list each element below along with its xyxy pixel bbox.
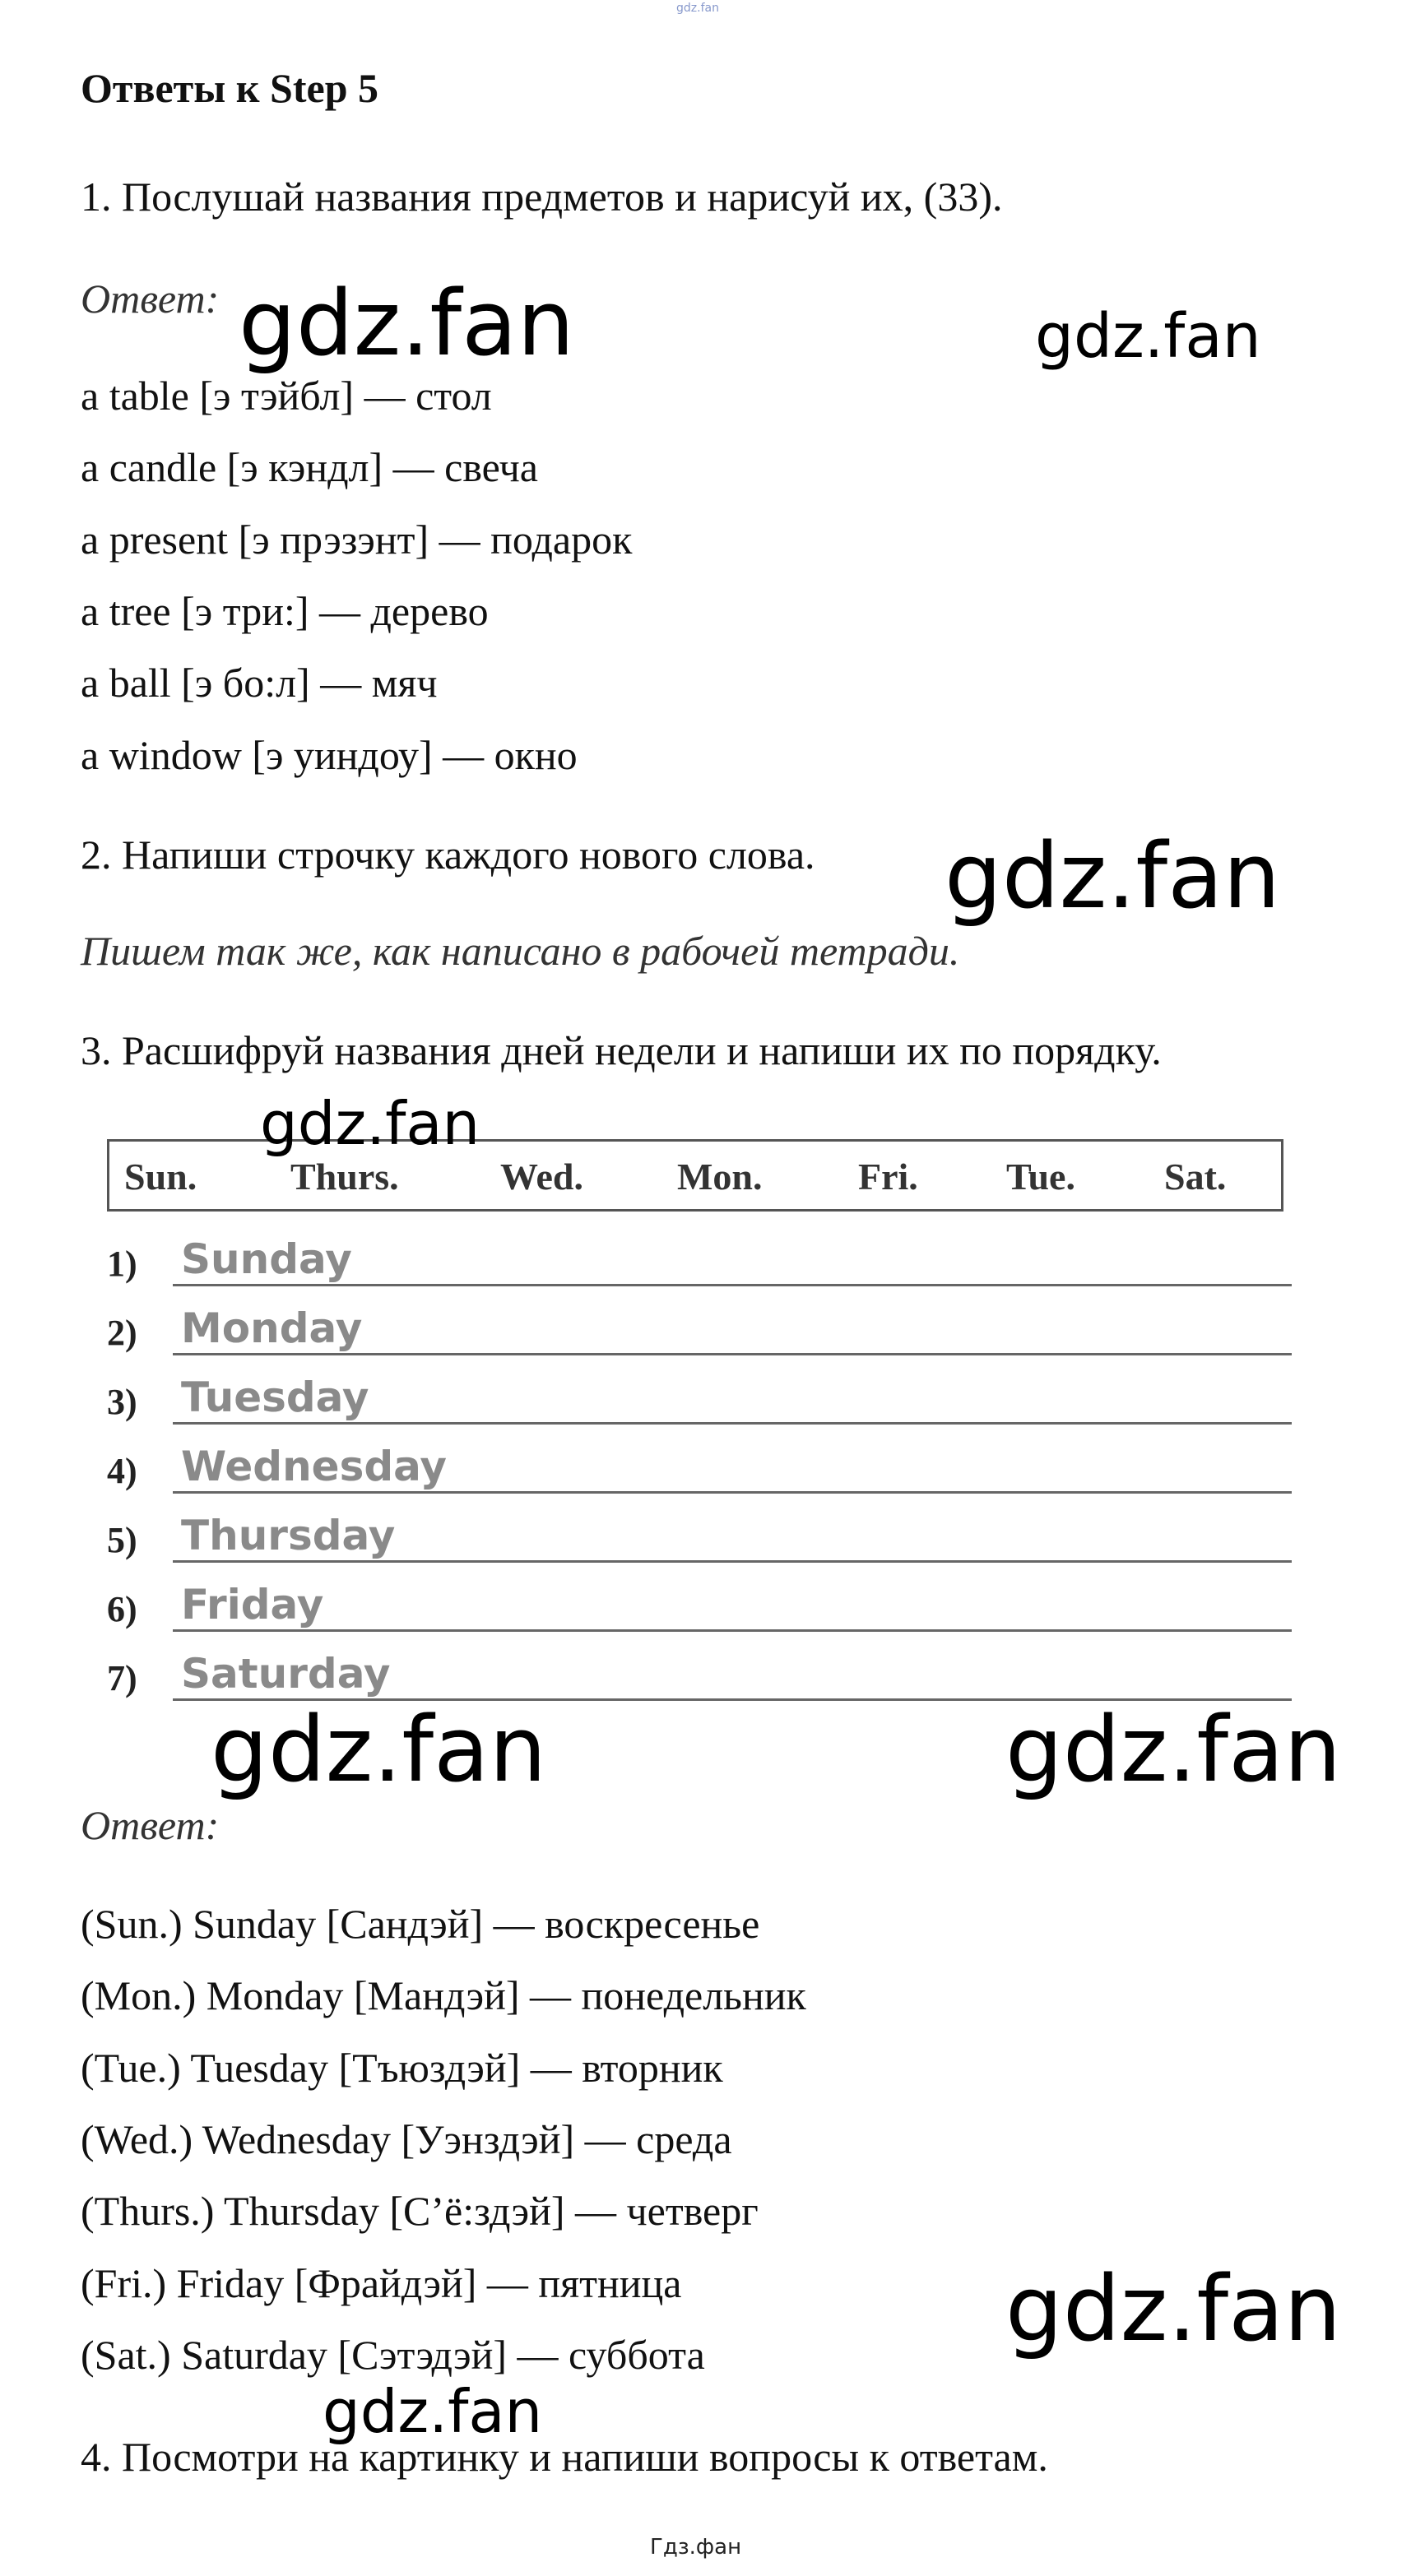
- box-day: Sun.: [124, 1156, 197, 1198]
- ordered-day-row: [107, 1566, 1292, 1635]
- writing-line: [173, 1422, 1292, 1425]
- box-day: Mon.: [677, 1156, 763, 1198]
- list-item: a tree [э три:] — дерево: [81, 588, 489, 634]
- list-item: a window [э уиндоу] — окно: [81, 732, 578, 778]
- box-day: Fri.: [858, 1156, 918, 1198]
- page-title: Ответы к Step 5: [81, 65, 379, 111]
- row-number: 1): [107, 1244, 137, 1284]
- watermark: gdz.fan: [239, 271, 575, 376]
- box-day: Wed.: [500, 1156, 583, 1198]
- ordered-day-row: [107, 1221, 1292, 1290]
- watermark: gdz.fan: [1005, 1697, 1342, 1802]
- box-day: Sat.: [1164, 1156, 1227, 1198]
- writing-line: [173, 1560, 1292, 1563]
- list-item: (Sat.) Saturday [Сэтэдэй] — суббота: [81, 2332, 705, 2378]
- writing-line: [173, 1491, 1292, 1494]
- watermark: gdz.fan: [1035, 301, 1261, 372]
- ordered-day-row: [107, 1359, 1292, 1428]
- task2-prompt: 2. Напиши строчку каждого нового слова.: [81, 832, 815, 878]
- day-word: Thursday: [181, 1512, 396, 1559]
- ordered-day-row: [107, 1428, 1292, 1497]
- task3-prompt: 3. Расшифруй названия дней недели и напиши их по порядку.: [81, 1027, 1162, 1073]
- list-item: (Mon.) Monday [Мандэй] — понедельник: [81, 1972, 806, 2018]
- watermark: gdz.fan: [323, 2377, 543, 2446]
- task1-answer-label: Ответ:: [81, 276, 220, 322]
- watermark: gdz.fan: [945, 823, 1281, 929]
- watermark: gdz.fan: [211, 1697, 547, 1802]
- ordered-day-row: [107, 1497, 1292, 1566]
- box-day: Thurs.: [290, 1156, 399, 1198]
- writing-line: [173, 1284, 1292, 1286]
- list-item: (Sun.) Sunday [Сандэй] — воскресенье: [81, 1901, 760, 1947]
- header-watermark: gdz.fan: [676, 2, 719, 15]
- day-word: Wednesday: [181, 1443, 447, 1490]
- footer-text: Гдз.фан: [650, 2535, 742, 2560]
- list-item: (Thurs.) Thursday [С’ё:здэй] — четверг: [81, 2188, 759, 2234]
- writing-line: [173, 1629, 1292, 1632]
- task4-prompt: 4. Посмотри на картинку и напиши вопросы к ответам.: [81, 2434, 1048, 2480]
- watermark: gdz.fan: [1005, 2256, 1342, 2361]
- list-item: (Tue.) Tuesday [Тъюздэй] — вторник: [81, 2045, 723, 2091]
- row-number: 6): [107, 1589, 137, 1629]
- day-word: Monday: [181, 1304, 363, 1352]
- list-item: a present [э прэзэнт] — подарок: [81, 517, 633, 563]
- task2-note: Пишем так же, как написано в рабочей тетради.: [81, 928, 960, 974]
- ordered-day-row: [107, 1635, 1292, 1704]
- writing-line: [173, 1353, 1292, 1355]
- watermark: gdz.fan: [260, 1089, 480, 1158]
- box-day: Tue.: [1006, 1156, 1075, 1198]
- row-number: 4): [107, 1451, 137, 1491]
- task1-prompt: 1. Послушай названия предметов и нарисуй их, (33).: [81, 174, 1003, 220]
- day-word: Friday: [181, 1581, 324, 1629]
- list-item: a candle [э кэндл] — свеча: [81, 444, 538, 490]
- day-word: Saturday: [181, 1650, 391, 1698]
- worksheet-image: [82, 1135, 1300, 1711]
- ordered-day-row: [107, 1290, 1292, 1359]
- day-word: Sunday: [181, 1235, 352, 1283]
- day-word: Tuesday: [181, 1374, 369, 1421]
- list-item: a table [э тэйбл] — стол: [81, 373, 492, 419]
- row-number: 2): [107, 1313, 137, 1353]
- list-item: (Wed.) Wednesday [Уэнздэй] — среда: [81, 2116, 732, 2162]
- list-item: a ball [э бо:л] — мяч: [81, 660, 438, 706]
- row-number: 3): [107, 1382, 137, 1422]
- row-number: 7): [107, 1658, 137, 1698]
- list-item: (Fri.) Friday [Фрайдэй] — пятница: [81, 2260, 682, 2306]
- row-number: 5): [107, 1520, 137, 1560]
- task3-answer-label: Ответ:: [81, 1802, 220, 1848]
